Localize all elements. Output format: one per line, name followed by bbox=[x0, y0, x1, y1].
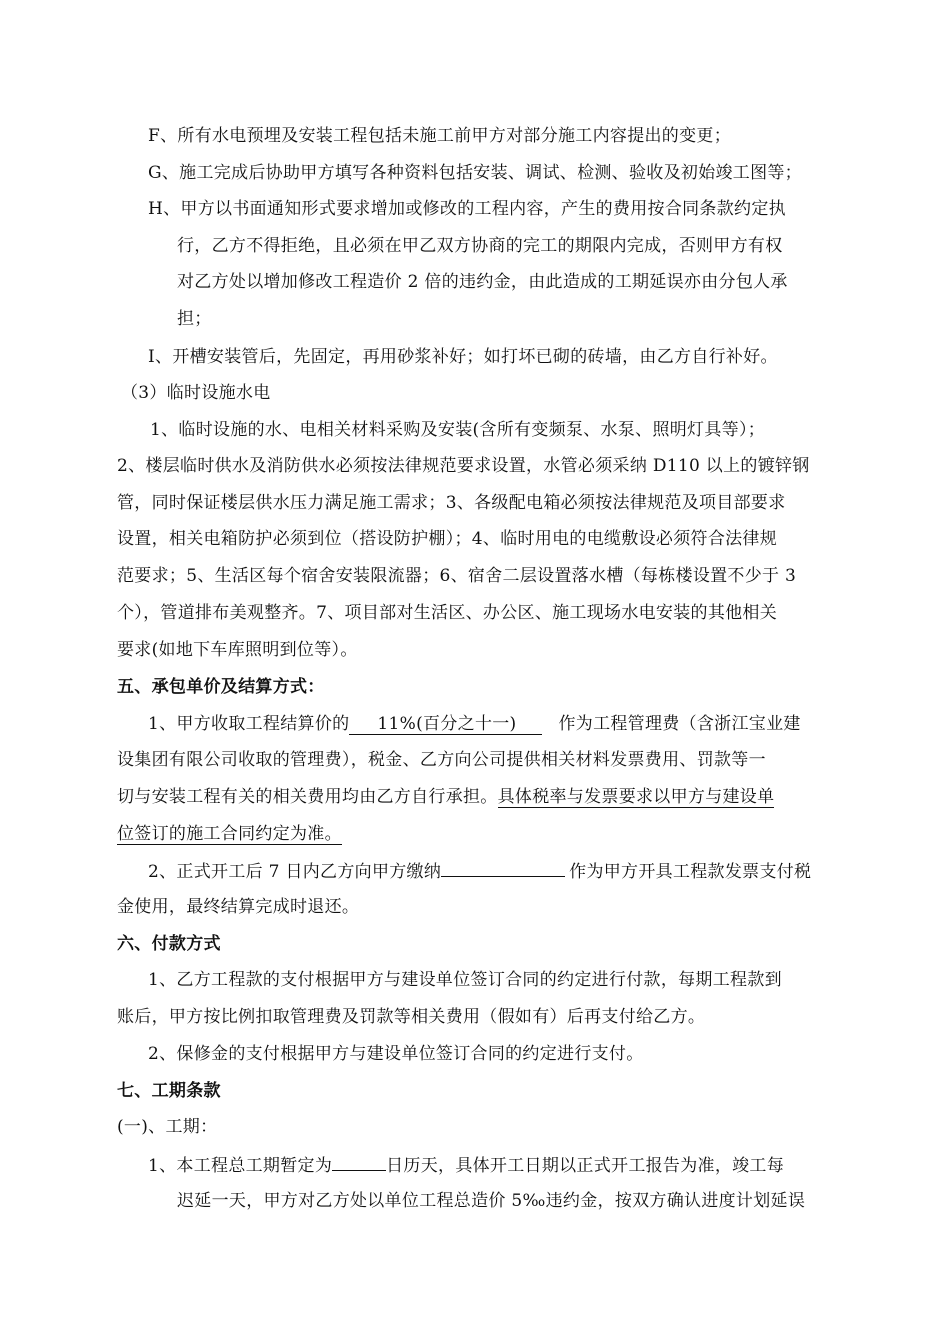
section5-p1-line4-underlined: 位签订的施工合同约定为准。 bbox=[117, 824, 342, 844]
temp-facilities-line: 要求(如地下车库照明到位等）。 bbox=[117, 640, 358, 660]
section5-p1-prefix: 1、甲方收取工程结算价的 bbox=[148, 714, 350, 734]
section7-p1-prefix: 1、本工程总工期暂定为 bbox=[148, 1156, 333, 1176]
temp-facilities-line: 个），管道排布美观整齐。7、项目部对生活区、办公区、施工现场水电安装的其他相关 bbox=[117, 603, 778, 623]
item-h-line2: 行，乙方不得拒绝，且必须在甲乙双方协商的完工的期限内完成，否则甲方有权 bbox=[177, 236, 783, 256]
section7-p1-line2: 迟延一天，甲方对乙方处以单位工程总造价 5‰违约金，按双方确认进度计划延误 bbox=[177, 1191, 806, 1211]
section5-p1-line2: 设集团有限公司收取的管理费），税金、乙方向公司提供相关材料发票费用、罚款等一 bbox=[117, 750, 766, 770]
section5-p2-line1 bbox=[148, 858, 811, 884]
temp-facilities-line: 1、临时设施的水、电相关材料采购及安装(含所有变频泵、水泵、照明灯具等）； bbox=[150, 420, 766, 440]
section5-p1-suffix: 作为工程管理费（含浙江宝业建 bbox=[558, 714, 801, 734]
item-h-line4: 担； bbox=[177, 309, 212, 329]
section7-p1-suffix: 日历天，具体开工日期以正式开工报告为准，竣工每 bbox=[386, 1156, 785, 1176]
item-h-line3: 对乙方处以增加修改工程造价 2 倍的违约金，由此造成的工期延误亦由分包人承 bbox=[177, 272, 788, 292]
item-g: G、施工完成后协助甲方填写各种资料包括安装、调试、检测、验收及初始竣工图等； bbox=[148, 163, 802, 183]
temp-facilities-line: 2、楼层临时供水及消防供水必须按法律规范要求设置，水管必须采纳 D110 以上的镀锌钢 bbox=[117, 456, 810, 476]
section5-p1-line3-underlined: 具体税率与发票要求以甲方与建设单 bbox=[497, 787, 775, 807]
section7-p1-line1 bbox=[148, 1152, 784, 1178]
section5-p2-line2: 金使用，最终结算完成时退还。 bbox=[117, 897, 360, 917]
temp-facilities-line: 范要求；5、生活区每个宿舍安装限流器；6、宿舍二层设置落水槽（每栋楼设置不少于 3 bbox=[117, 566, 797, 586]
tax-deposit-blank bbox=[441, 858, 565, 877]
section6-p1-line2: 账后，甲方按比例扣取管理费及罚款等相关费用（假如有）后再支付给乙方。 bbox=[117, 1007, 706, 1027]
section6-p1-line1: 1、乙方工程款的支付根据甲方与建设单位签订合同的约定进行付款，每期工程款到 bbox=[148, 970, 782, 990]
section5-p1-line3-plain: 切与安装工程有关的相关费用均由乙方自行承担。 bbox=[117, 787, 498, 807]
section7-title: 七、工期条款 bbox=[117, 1081, 221, 1101]
section5-p1-line4 bbox=[117, 822, 342, 846]
temp-facilities-line: 管，同时保证楼层供水压力满足施工需求；3、各级配电箱必须按法律规范及项目部要求 bbox=[117, 493, 786, 513]
duration-days-blank bbox=[332, 1152, 386, 1171]
section5-p2-prefix: 2、正式开工后 7 日内乙方向甲方缴纳 bbox=[148, 862, 442, 882]
section6-title: 六、付款方式 bbox=[117, 934, 221, 954]
item-f: F、所有水电预埋及安装工程包括未施工前甲方对部分施工内容提出的变更； bbox=[148, 126, 731, 146]
item-h-line1: H、甲方以书面通知形式要求增加或修改的工程内容，产生的费用按合同条款约定执 bbox=[148, 199, 786, 219]
item-i: I、开槽安装管后，先固定，再用砂浆补好；如打坏已砌的砖墙，由乙方自行补好。 bbox=[148, 347, 778, 367]
section5-p1-line1 bbox=[148, 712, 801, 736]
temp-facilities-heading: （3）临时设施水电 bbox=[121, 383, 271, 403]
management-fee-rate: 11%(百分之十一) bbox=[349, 714, 542, 735]
temp-facilities-line: 设置，相关电箱防护必须到位（搭设防护棚）；4、临时用电的电缆敷设必须符合法律规 bbox=[117, 529, 778, 549]
section6-p2: 2、保修金的支付根据甲方与建设单位签订合同的约定进行支付。 bbox=[148, 1044, 644, 1064]
section5-title: 五、承包单价及结算方式： bbox=[117, 677, 325, 697]
section5-p2-suffix: 作为甲方开具工程款发票支付税 bbox=[569, 862, 812, 882]
section7-subheading: (一)、工期： bbox=[117, 1117, 218, 1137]
section5-p1-line3 bbox=[117, 785, 774, 809]
